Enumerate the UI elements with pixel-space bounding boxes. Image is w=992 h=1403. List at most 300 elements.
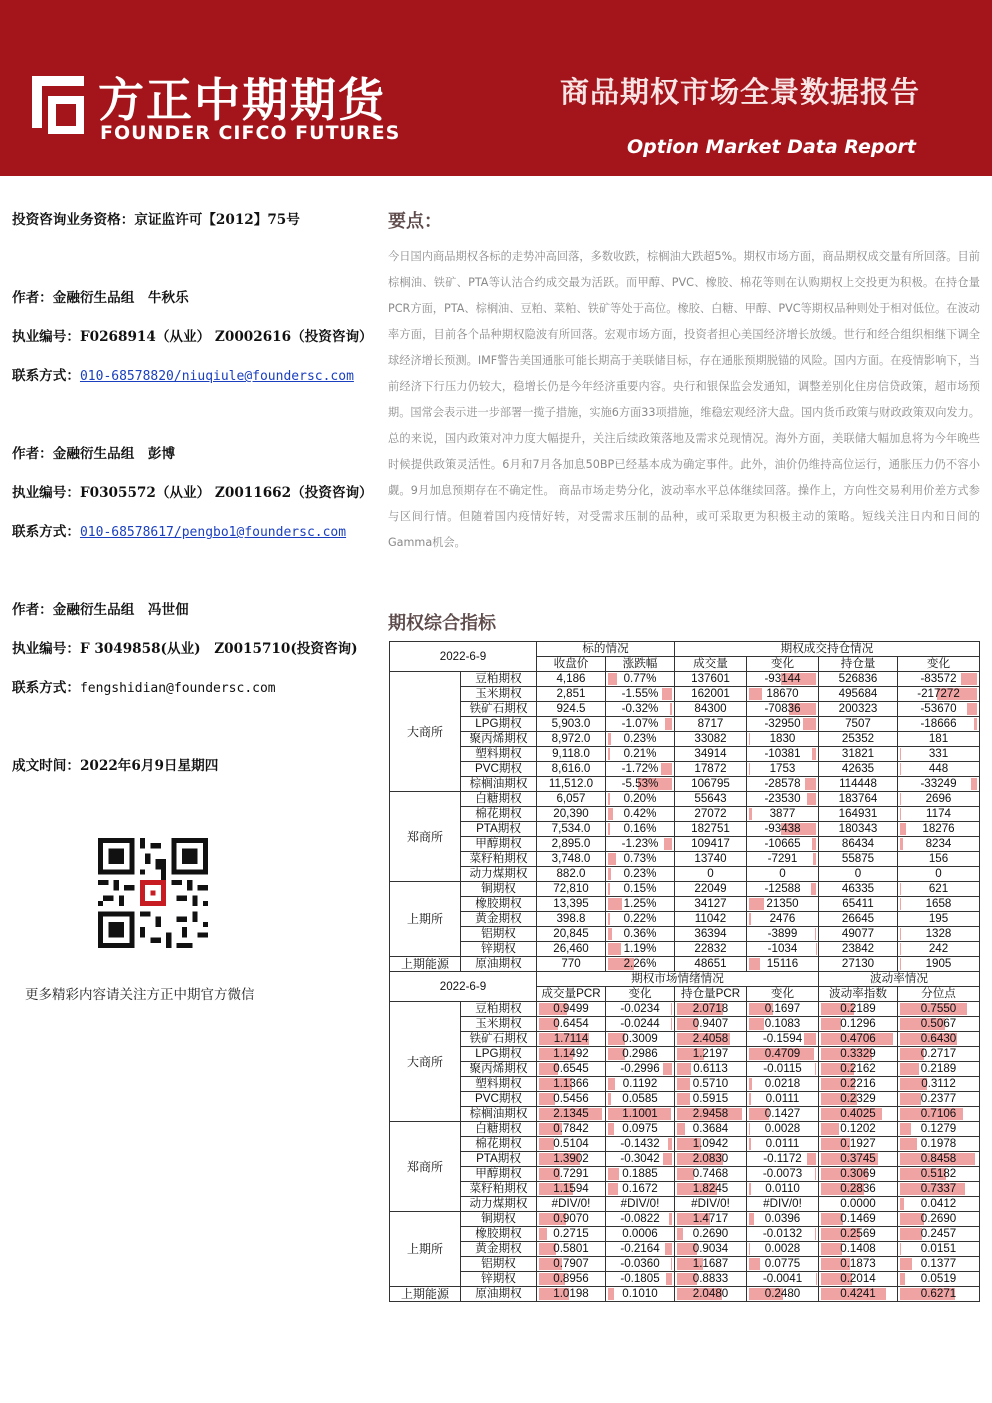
cell-vol-chg [747, 957, 819, 972]
cell-value: 2476 [769, 912, 796, 925]
cell-value: 495684 [838, 687, 878, 700]
cell-value: 0.2189 [840, 1002, 876, 1015]
cell-close [537, 702, 606, 717]
cell-vpcr [537, 1287, 606, 1302]
cell-iv [819, 1197, 898, 1212]
cell-value: 0.9070 [553, 1212, 589, 1225]
cell-value: -0.0822 [620, 1212, 660, 1225]
cell-value: -1034 [767, 942, 798, 955]
cell-value: -0.0234 [620, 1002, 660, 1015]
cell-value: -1.07% [621, 717, 659, 730]
cell-pct [898, 1122, 980, 1137]
sentiment-volatility-table [389, 971, 980, 1302]
cell-vol [675, 792, 747, 807]
cell-value: 0.1202 [840, 1122, 876, 1135]
table-row [390, 1152, 980, 1167]
cell-value: 0 [935, 867, 942, 880]
cell-oi-chg [898, 732, 980, 747]
cell-value: 0.7106 [920, 1107, 957, 1120]
cell-pct [898, 1152, 980, 1167]
exchange-name: 郑商所 [390, 1122, 461, 1212]
cell-value: 0.1427 [764, 1107, 801, 1120]
data-bar [900, 1243, 901, 1255]
data-bar [608, 883, 610, 895]
cell-value: 2696 [925, 792, 952, 805]
cell-value: -1.23% [621, 837, 659, 850]
cell-vpcr-chg [606, 1197, 675, 1212]
cell-value: 0.5104 [553, 1137, 589, 1150]
data-bar [749, 958, 760, 970]
cell-vol [675, 822, 747, 837]
cell-value: -217272 [917, 687, 960, 700]
cell-value: 0.3112 [921, 1077, 956, 1090]
cell-iv [819, 1227, 898, 1242]
cell-oi [819, 837, 898, 852]
data-bar [821, 1018, 841, 1030]
cell-value: 109417 [691, 837, 730, 850]
cell-oi [819, 717, 898, 732]
product-name: 白糖期权 [461, 792, 537, 807]
cell-vol [675, 807, 747, 822]
data-bar [608, 913, 610, 925]
product-name: 菜籽粕期权 [461, 1182, 537, 1197]
cell-value: 0.4709 [764, 1047, 801, 1060]
cell-oi-chg [898, 912, 980, 927]
cell-chg [606, 822, 675, 837]
cell-iv [819, 1062, 898, 1077]
cell-oi [819, 777, 898, 792]
cell-vol [675, 687, 747, 702]
cell-value: 13,395 [553, 897, 589, 910]
cell-chg [606, 957, 675, 972]
cell-vpcr-chg [606, 1002, 675, 1017]
cell-close [537, 867, 606, 882]
cell-pct [898, 1242, 980, 1257]
cell-vol-chg [747, 822, 819, 837]
cell-pct [898, 1212, 980, 1227]
cell-value: -93144 [764, 672, 801, 685]
author-1: 作者：金融衍生品组 牛秋乐 [12, 290, 189, 306]
qualification: 投资咨询业务资格：京证监许可【2012】75号 [12, 212, 300, 228]
cell-vpcr [537, 1062, 606, 1077]
cell-oi [819, 822, 898, 837]
data-bar [749, 898, 764, 910]
cell-value: 11042 [694, 912, 727, 925]
cell-value: 1.25% [623, 897, 657, 910]
cell-value: 48651 [694, 957, 727, 970]
cell-vpcr [537, 1092, 606, 1107]
data-bar [665, 1243, 672, 1255]
cell-close [537, 822, 606, 837]
cell-vol-chg [747, 897, 819, 912]
author-1-license: 执业编号：F0268914（从业） Z0002616（投资咨询） [12, 329, 373, 345]
cell-value: 11,512.0 [548, 777, 594, 790]
cell-value: 1.1687 [692, 1257, 729, 1270]
cell-chg [606, 777, 675, 792]
product-name: 豆粕期权 [461, 672, 537, 687]
product-name: 甲醇期权 [461, 837, 537, 852]
cell-value: 65411 [842, 897, 874, 910]
data-bar [670, 703, 672, 715]
data-bar [608, 928, 612, 940]
cell-value: 0.0028 [764, 1242, 801, 1255]
cell-value: 1.4717 [692, 1212, 729, 1225]
cell-value: 0.0519 [920, 1272, 957, 1285]
data-bar [804, 1033, 816, 1045]
cell-vpcr-chg [606, 1017, 675, 1032]
product-name: 棕榈油期权 [461, 777, 537, 792]
cell-vpcr [537, 1197, 606, 1212]
cell-vpcr-chg [606, 1212, 675, 1227]
cell-opcr [675, 1002, 747, 1017]
cell-value: 1830 [769, 732, 796, 745]
cell-value: 0.7907 [553, 1257, 589, 1270]
data-bar [608, 748, 610, 760]
table-row [390, 762, 980, 777]
cell-value: 8,616.0 [551, 762, 591, 775]
cell-pct [898, 1272, 980, 1287]
exchange-name: 大商所 [390, 1002, 461, 1122]
cell-chg [606, 732, 675, 747]
product-name: 锌期权 [461, 942, 537, 957]
cell-value: 0.23% [623, 867, 657, 880]
contact-label: 联系方式： [12, 680, 80, 696]
indicators-title: 期权综合指标 [388, 613, 496, 634]
table-row [390, 732, 980, 747]
cell-iv [819, 1272, 898, 1287]
cell-value: 0.4025 [840, 1107, 876, 1120]
data-bar [677, 1168, 694, 1180]
cell-iv [819, 1002, 898, 1017]
cell-value: -3899 [767, 927, 798, 940]
cell-value: 0.6430 [920, 1032, 957, 1045]
table-row [390, 1197, 980, 1212]
product-name: 铝期权 [461, 1257, 537, 1272]
product-name: 原油期权 [461, 957, 537, 972]
table-row [390, 672, 980, 687]
data-bar [807, 793, 816, 805]
cell-opcr [675, 1197, 747, 1212]
cell-vol-chg [747, 672, 819, 687]
cell-oi-chg [898, 777, 980, 792]
cell-opcr [675, 1017, 747, 1032]
cell-value: 0.1927 [840, 1137, 876, 1150]
cell-value: 0.9034 [692, 1242, 729, 1255]
cell-vpcr [537, 1272, 606, 1287]
cell-oi-chg [898, 702, 980, 717]
cell-opcr [675, 1167, 747, 1182]
cell-oi-chg [898, 792, 980, 807]
data-bar [677, 1063, 691, 1075]
data-bar [749, 1093, 751, 1105]
cell-value: 0.0000 [840, 1197, 876, 1210]
cell-opcr [675, 1287, 747, 1302]
cell-pct [898, 1287, 980, 1302]
cell-value: 0.0218 [764, 1077, 801, 1090]
cell-vol [675, 927, 747, 942]
product-name: 白糖期权 [461, 1122, 537, 1137]
data-bar [669, 1213, 672, 1225]
cell-value: -0.1432 [620, 1137, 660, 1150]
data-bar [661, 763, 672, 775]
cell-vpcr [537, 1002, 606, 1017]
cell-value: 0.3684 [692, 1122, 729, 1135]
cell-value: 5,903.0 [551, 717, 591, 730]
cell-pct [898, 1062, 980, 1077]
author-3-contact-email: fengshidian@foundersc.com [79, 681, 276, 696]
data-bar [677, 1228, 683, 1240]
col-header: 波动率指数 [819, 987, 898, 1002]
cell-iv [819, 1182, 898, 1197]
cell-value: 0.2569 [840, 1227, 876, 1240]
cell-iv [819, 1212, 898, 1227]
cell-value: #DIV/0! [551, 1197, 591, 1210]
cell-value: 2.0830 [692, 1152, 729, 1165]
cell-vpcr-chg [606, 1272, 675, 1287]
table-row [390, 837, 980, 852]
product-name: 玉米期权 [461, 1017, 537, 1032]
cell-value: 0.0028 [764, 1122, 801, 1135]
cell-oi-chg [898, 672, 980, 687]
cell-pct [898, 1092, 980, 1107]
exchange-name: 上期所 [390, 882, 461, 957]
cell-value: 0.2986 [622, 1047, 658, 1060]
cell-oi [819, 852, 898, 867]
cell-value: 22832 [694, 942, 727, 955]
cell-opcr [675, 1257, 747, 1272]
cell-value: 0.2377 [920, 1092, 957, 1105]
cell-value: 0.0585 [622, 1092, 658, 1105]
cell-value: -7291 [767, 852, 798, 865]
cell-opcr [675, 1107, 747, 1122]
cell-value: 770 [561, 957, 581, 970]
product-name: 豆粕期权 [461, 1002, 537, 1017]
data-bar [900, 1138, 917, 1150]
cell-close [537, 927, 606, 942]
group-volatility: 波动率情况 [819, 972, 980, 987]
cell-value: 2.0718 [692, 1002, 729, 1015]
table-row [390, 1092, 980, 1107]
product-name: 聚丙烯期权 [461, 1062, 537, 1077]
cell-vpcr [537, 1077, 606, 1092]
data-bar [821, 1123, 839, 1135]
cell-vpcr [537, 1182, 606, 1197]
data-bar [811, 883, 816, 895]
product-name: 玉米期权 [461, 687, 537, 702]
cell-value: 0.3009 [622, 1032, 658, 1045]
cell-opcr-chg [747, 1212, 819, 1227]
table-row [390, 852, 980, 867]
product-name: PVC期权 [461, 1092, 537, 1107]
cell-value: 200323 [838, 702, 878, 715]
cell-value: 21350 [766, 897, 799, 910]
cell-value: 0.1192 [622, 1077, 658, 1090]
product-name: 塑料期权 [461, 747, 537, 762]
cell-value: 0.1978 [920, 1137, 957, 1150]
cell-iv [819, 1167, 898, 1182]
cell-value: 8,972.0 [551, 732, 591, 745]
cell-oi-chg [898, 867, 980, 882]
cell-iv [819, 1152, 898, 1167]
cell-opcr-chg [747, 1167, 819, 1182]
table-row [390, 702, 980, 717]
cell-value: 0.21% [623, 747, 657, 760]
cell-value: 1905 [925, 957, 952, 970]
cell-vpcr-chg [606, 1062, 675, 1077]
product-name: 橡胶期权 [461, 1227, 537, 1242]
data-bar [815, 1063, 816, 1075]
cell-value: 0.2717 [920, 1047, 957, 1060]
cell-chg [606, 897, 675, 912]
data-bar [677, 1078, 690, 1090]
table-row [390, 1032, 980, 1047]
cell-oi-chg [898, 942, 980, 957]
data-bar [813, 853, 816, 865]
cell-value: 0.0975 [622, 1122, 658, 1135]
cell-oi [819, 897, 898, 912]
cell-opcr-chg [747, 1242, 819, 1257]
cell-value: 0.0775 [764, 1257, 801, 1270]
cell-value: -0.0244 [620, 1017, 660, 1030]
cell-close [537, 852, 606, 867]
cell-value: 0.1296 [840, 1017, 876, 1030]
cell-opcr-chg [747, 1287, 819, 1302]
data-bar [749, 763, 750, 775]
data-bar [608, 808, 613, 820]
cell-vol [675, 867, 747, 882]
author-1-contact-link[interactable]: 010-68578820/niuqiule@foundersc.com [79, 369, 354, 384]
cell-opcr [675, 1122, 747, 1137]
cell-vol-chg [747, 912, 819, 927]
table-row [390, 1062, 980, 1077]
table-row [390, 1077, 980, 1092]
cell-value: 180343 [838, 822, 878, 835]
cell-vol [675, 882, 747, 897]
cell-value: 0.4241 [840, 1287, 876, 1300]
data-bar [971, 778, 977, 790]
cell-value: 1.3902 [553, 1152, 589, 1165]
cell-opcr-chg [747, 1062, 819, 1077]
cell-chg [606, 867, 675, 882]
cell-vpcr-chg [606, 1047, 675, 1062]
data-bar [671, 1258, 672, 1270]
cell-oi-chg [898, 807, 980, 822]
data-bar [749, 688, 762, 700]
cell-value: 2.0480 [692, 1287, 729, 1300]
cell-value: 1328 [925, 927, 952, 940]
cell-value: -0.2164 [620, 1242, 660, 1255]
cell-value: 42635 [841, 762, 875, 775]
cell-value: -93438 [764, 822, 801, 835]
cell-value: 8717 [697, 717, 724, 730]
data-bar [900, 1258, 912, 1270]
table1-date: 2022-6-9 [390, 642, 537, 672]
cell-opcr [675, 1212, 747, 1227]
cell-vol [675, 912, 747, 927]
cell-vol [675, 852, 747, 867]
author-1-contact [12, 364, 354, 384]
data-bar [663, 1153, 672, 1165]
cell-oi [819, 762, 898, 777]
brand-name-cn: 方正中期期货 [98, 73, 386, 127]
cell-value: 331 [928, 747, 949, 760]
data-bar [539, 1138, 554, 1150]
cell-vol-chg [747, 777, 819, 792]
cell-iv [819, 1287, 898, 1302]
table-row [390, 822, 980, 837]
cell-vol [675, 777, 747, 792]
cell-value: 0.1279 [920, 1122, 957, 1135]
cell-oi [819, 732, 898, 747]
cell-value: 0.1469 [840, 1212, 876, 1225]
data-bar [677, 1093, 690, 1105]
data-bar [812, 838, 816, 850]
cell-vpcr-chg [606, 1257, 675, 1272]
col-header: 变化 [898, 657, 980, 672]
cell-close [537, 942, 606, 957]
table-row [390, 747, 980, 762]
table-row [390, 1182, 980, 1197]
cell-close [537, 897, 606, 912]
data-bar [805, 778, 816, 790]
cell-value: 34127 [694, 897, 727, 910]
table-row [390, 897, 980, 912]
cell-value: 621 [928, 882, 949, 895]
cell-value: 0.20% [623, 792, 657, 805]
cell-vol [675, 747, 747, 762]
cell-oi [819, 687, 898, 702]
data-bar [666, 1273, 672, 1285]
cell-iv [819, 1047, 898, 1062]
cell-value: 0.5915 [692, 1092, 729, 1105]
cell-pct [898, 1167, 980, 1182]
table-row [390, 1257, 980, 1272]
data-bar [749, 1183, 751, 1195]
cell-value: 0.7291 [553, 1167, 589, 1180]
cell-iv [819, 1137, 898, 1152]
data-bar [900, 1063, 919, 1075]
cell-value: 0.5456 [553, 1092, 589, 1105]
cell-close [537, 687, 606, 702]
cell-value: 17872 [694, 762, 727, 775]
cell-iv [819, 1032, 898, 1047]
summary-text: 今日国内商品期权各标的走势冲高回落，多数收跌，棕榈油大跌超5%。期权市场方面，商品期权成交量有所回落。目前棕榈油、铁矿、PTA等认沽合约成交最为活跃。而甲醇、PVC、橡胶、棉花等则在认购期权上交投更为积极。在持仓量PCR方面，PTA、棕榈油、豆粕、菜粕、铁矿等处于高位。橡胶、白糖、甲醇、PVC等期权品种则处于相对低位。在波动率方面，目前各个品种期权隐波有所回落。宏观市场方面，投资者担心美国经济增长放缓。世行和经合组织相继下调全球经济增长预测。IMF警告美国通胀可能长期高于美联储目标，存在通胀预期脱锚的风险。国内方面。在疫情影响下，当前经济下行压力仍较大，稳增长仍是今年经济重要内容。央行和银保监会发通知，调整差别化住房信贷政策，超市场预期。国常会表示进一步部署一揽子措施，实施6方面33项措施，维稳宏观经济大盘。国内货币政策与财政政策双向发力。总的来说，国内政策对冲力度大幅提升，关注后续政策落地及需求兑现情况。海外方面，美联储大幅加息将为今年晚些时候提供政策灵活性。6月和7月各加息50BP已经基本成为确定事件。此外，油价仍维持高位运行，通胀压力仍不容小觑。9月加息预期存在不确定性。 商品市场走势分化，波动率水平总体继续回落。操作上，方向性交易利用价差方式参与区间行情。但随着国内疫情好转，对受需求压制的品种，或可采取更为积极主动的策略。短线关注日内和日间的Gamma机会。 [388, 250, 980, 549]
cell-value: 1.2197 [692, 1047, 729, 1060]
data-bar [749, 913, 751, 925]
author-2-contact-link[interactable]: 010-68578617/pengbo1@foundersc.com [79, 525, 347, 540]
cell-value: 0.5182 [920, 1167, 957, 1180]
cell-opcr-chg [747, 1032, 819, 1047]
cell-value: -0.0115 [763, 1062, 802, 1075]
cell-value: 1.1001 [622, 1107, 658, 1120]
cell-value: 0.2715 [553, 1227, 589, 1240]
cell-value: 195 [928, 912, 949, 925]
cell-value: 0.2014 [840, 1272, 876, 1285]
cell-iv [819, 1257, 898, 1272]
data-bar [900, 1198, 904, 1210]
cell-value: -0.0073 [762, 1167, 803, 1180]
cell-iv [819, 1017, 898, 1032]
cell-close [537, 957, 606, 972]
cell-value: 6,057 [556, 792, 586, 805]
cell-vol [675, 957, 747, 972]
cell-value: 0.5801 [553, 1242, 589, 1255]
table-row [390, 942, 980, 957]
table-row [390, 807, 980, 822]
cell-chg [606, 852, 675, 867]
product-name: PVC期权 [461, 762, 537, 777]
qr-code-icon [98, 838, 208, 948]
